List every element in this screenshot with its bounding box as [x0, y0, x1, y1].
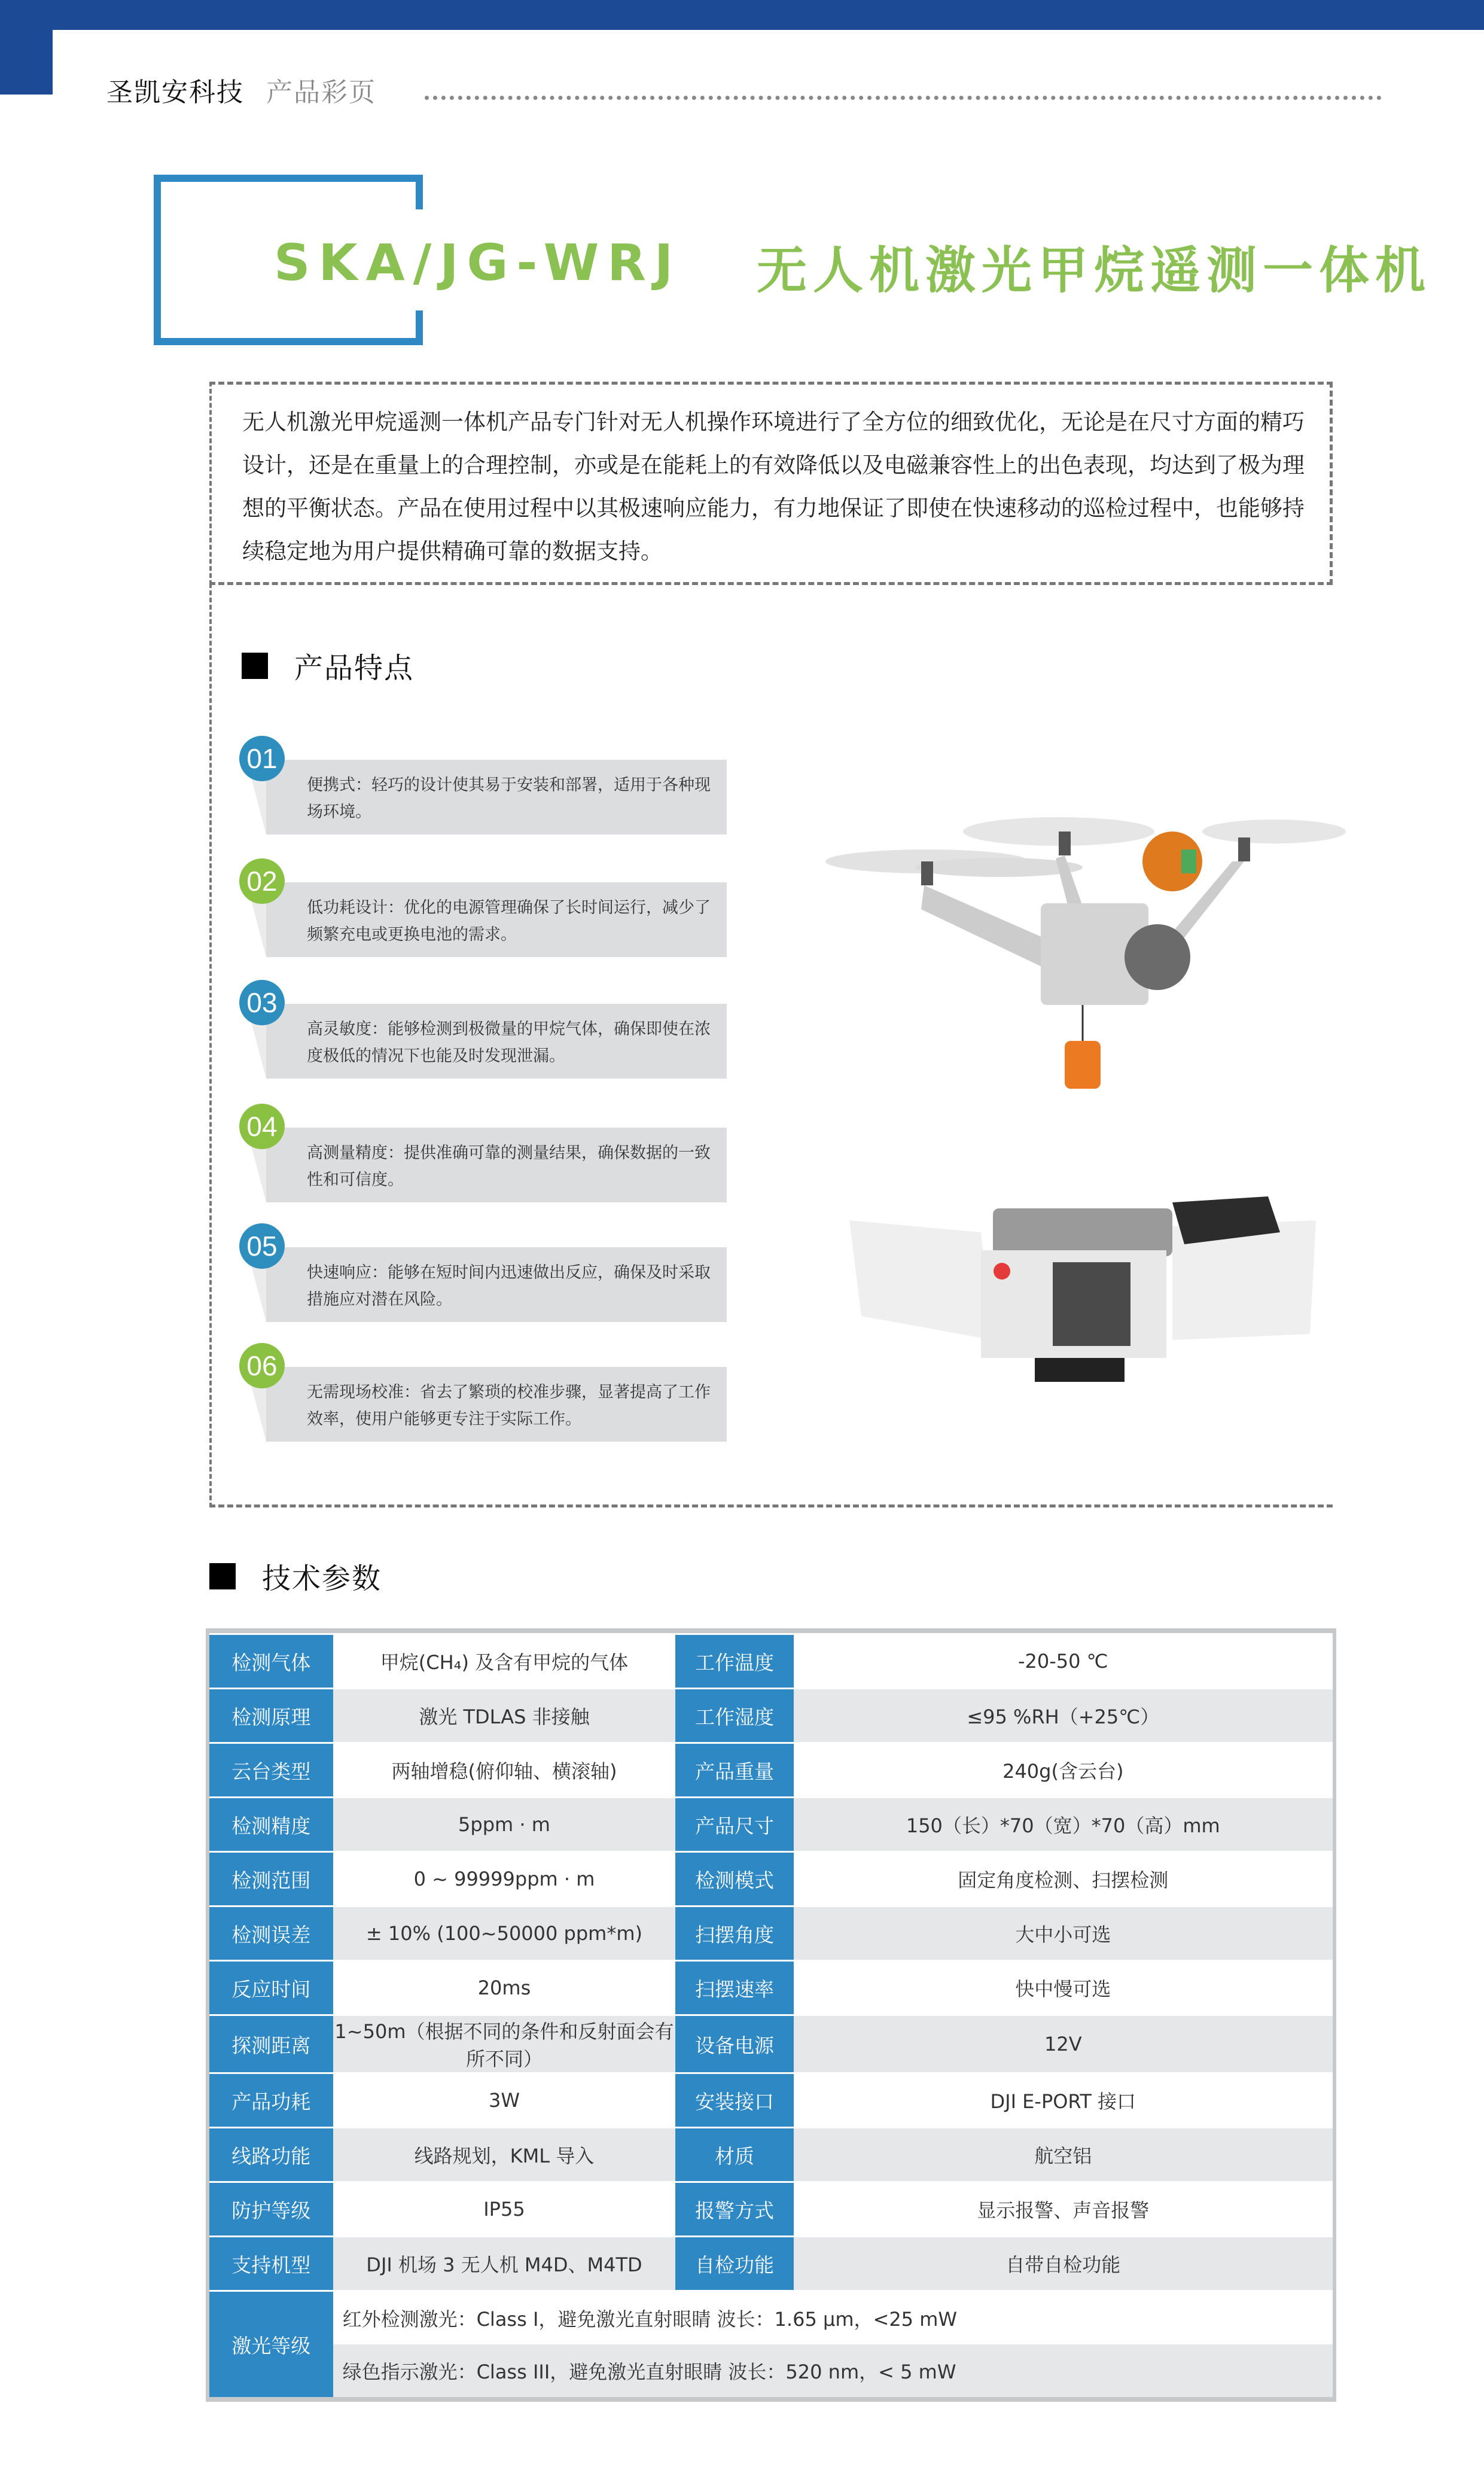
header-divider: [425, 96, 1382, 100]
feature-item: [239, 1343, 727, 1442]
table-row: [209, 1634, 1333, 1689]
spec-label: 产品功耗: [209, 2073, 333, 2128]
spec-label: 扫摆速率: [675, 1961, 793, 2015]
spec-value: 两轴增稳(俯仰轴、横滚轴): [333, 1743, 676, 1798]
specs-heading: [209, 1555, 382, 1597]
feature-text: 无需现场校准：省去了繁琐的校准步骤，显著提高了工作效率，使用户能够更专注于实际工作。: [307, 1383, 711, 1429]
spec-label: 工作温度: [675, 1634, 793, 1689]
heading-square-icon: [209, 1563, 236, 1589]
top-banner: [0, 0, 1484, 30]
spec-value: ≤95 %RH（+25℃）: [794, 1689, 1333, 1743]
spec-table: [206, 1628, 1336, 2402]
page-subtitle: 产品彩页: [266, 77, 376, 108]
table-row: [209, 1906, 1333, 1961]
feature-item: [239, 736, 727, 834]
table-row: [209, 1961, 1333, 2015]
spec-label: 扫摆角度: [675, 1906, 793, 1961]
product-name: 无人机激光甲烷遥测一体机: [757, 241, 1432, 300]
spec-label: 支持机型: [209, 2237, 333, 2291]
spec-label: 云台类型: [209, 1743, 333, 1798]
spec-value: 固定角度检测、扫摆检测: [794, 1852, 1333, 1906]
table-row-laser: [209, 2291, 1333, 2345]
feature-text: 快速响应：能够在短时间内迅速做出反应，确保及时采取措施应对潜在风险。: [307, 1263, 711, 1309]
spec-label: 检测原理: [209, 1689, 333, 1743]
spec-value: 12V: [794, 2015, 1333, 2073]
feature-text: 高灵敏度：能够检测到极微量的甲烷气体，确保即使在浓度极低的情况下也能及时发现泄漏。: [307, 1020, 711, 1065]
spec-label: 检测精度: [209, 1798, 333, 1852]
table-row: [209, 2073, 1333, 2128]
spec-label: 设备电源: [675, 2015, 793, 2073]
spec-label: 线路功能: [209, 2128, 333, 2182]
spec-value: 大中小可选: [794, 1906, 1333, 1961]
product-model: SKA/JG-WRJ: [274, 233, 682, 292]
spec-label: 自检功能: [675, 2237, 793, 2291]
table-row: [209, 2237, 1333, 2291]
spec-value: 3W: [333, 2073, 676, 2128]
table-row-laser: [209, 2344, 1333, 2397]
spec-value: 显示报警、声音报警: [794, 2182, 1333, 2237]
spec-value: 5ppm · m: [333, 1798, 676, 1852]
feature-item: [239, 858, 727, 957]
feature-text: 便携式：轻巧的设计使其易于安装和部署，适用于各种现场环境。: [307, 776, 711, 821]
spec-value: DJI E-PORT 接口: [794, 2073, 1333, 2128]
spec-value: 0 ~ 99999ppm · m: [333, 1852, 676, 1906]
spec-value: DJI 机场 3 无人机 M4D、M4TD: [333, 2237, 676, 2291]
spec-value: 150（长）*70（宽）*70（高）mm: [794, 1798, 1333, 1852]
spec-value: 红外检测激光：Class I，避免激光直射眼睛 波长：1.65 μm，<25 mW: [333, 2291, 1333, 2345]
feature-number-badge: 06: [239, 1343, 285, 1388]
gimbal-sensor-image: [837, 1184, 1328, 1388]
specs-title: 技术参数: [262, 1562, 382, 1595]
feature-number-badge: 05: [239, 1223, 285, 1269]
feature-item: [239, 980, 727, 1079]
spec-label: 检测气体: [209, 1634, 333, 1689]
feature-item: [239, 1223, 727, 1322]
spec-value: 240g(含云台): [794, 1743, 1333, 1798]
drone-with-sensor-image: [819, 790, 1346, 1089]
spec-value: ± 10% (100~50000 ppm*m): [333, 1906, 676, 1961]
spec-label: 激光等级: [209, 2291, 333, 2398]
intro-text: 无人机激光甲烷遥测一体机产品专门针对无人机操作环境进行了全方位的细致优化，无论是在尺寸方面的精巧设计，还是在重量上的合理控制，亦或是在能耗上的有效降低以及电磁兼容性上的出色表现，均达到了极为理想的平衡状态。产品在使用过程中以其极速响应能力，有力地保证了即使在快速移动的巡检过程中，也能够持续稳定地为用户提供精确可靠的数据支持。: [242, 409, 1305, 564]
feature-item: [239, 1104, 727, 1202]
spec-label: 安装接口: [675, 2073, 793, 2128]
table-row: [209, 2182, 1333, 2237]
spec-label: 检测模式: [675, 1852, 793, 1906]
spec-label: 报警方式: [675, 2182, 793, 2237]
features-title: 产品特点: [294, 651, 415, 685]
table-row: [209, 1852, 1333, 1906]
spec-label: 产品重量: [675, 1743, 793, 1798]
feature-number-badge: 02: [239, 858, 285, 904]
spec-value: IP55: [333, 2182, 676, 2237]
spec-value: 甲烷(CH₄) 及含有甲烷的气体: [333, 1634, 676, 1689]
spec-label: 材质: [675, 2128, 793, 2182]
feature-number-badge: 01: [239, 736, 285, 781]
spec-label: 检测范围: [209, 1852, 333, 1906]
corner-banner: [0, 0, 53, 95]
spec-value: 绿色指示激光：Class III，避免激光直射眼睛 波长：520 nm，< 5 mW: [333, 2344, 1333, 2397]
table-row: [209, 2015, 1333, 2073]
spec-value: -20-50 ℃: [794, 1634, 1333, 1689]
features-heading: [242, 645, 414, 686]
feature-number-badge: 03: [239, 980, 285, 1025]
feature-number-badge: 04: [239, 1104, 285, 1149]
spec-value: 20ms: [333, 1961, 676, 2015]
spec-value: 航空铝: [794, 2128, 1333, 2182]
spec-label: 探测距离: [209, 2015, 333, 2073]
spec-label: 工作湿度: [675, 1689, 793, 1743]
heading-square-icon: [242, 653, 268, 679]
spec-value: 自带自检功能: [794, 2237, 1333, 2291]
spec-value: 激光 TDLAS 非接触: [333, 1689, 676, 1743]
spec-label: 产品尺寸: [675, 1798, 793, 1852]
spec-value: 线路规划，KML 导入: [333, 2128, 676, 2182]
company-name: 圣凯安科技: [106, 77, 244, 108]
spec-value: 快中慢可选: [794, 1961, 1333, 2015]
feature-text: 低功耗设计：优化的电源管理确保了长时间运行，减少了频繁充电或更换电池的需求。: [307, 899, 711, 944]
table-row: [209, 2128, 1333, 2182]
feature-text: 高测量精度：提供准确可靠的测量结果，确保数据的一致性和可信度。: [307, 1144, 711, 1189]
table-row: [209, 1689, 1333, 1743]
table-row: [209, 1743, 1333, 1798]
spec-label: 反应时间: [209, 1961, 333, 2015]
spec-label: 检测误差: [209, 1906, 333, 1961]
table-row: [209, 1798, 1333, 1852]
spec-label: 防护等级: [209, 2182, 333, 2237]
spec-value: 1~50m（根据不同的条件和反射面会有所不同）: [333, 2015, 676, 2073]
